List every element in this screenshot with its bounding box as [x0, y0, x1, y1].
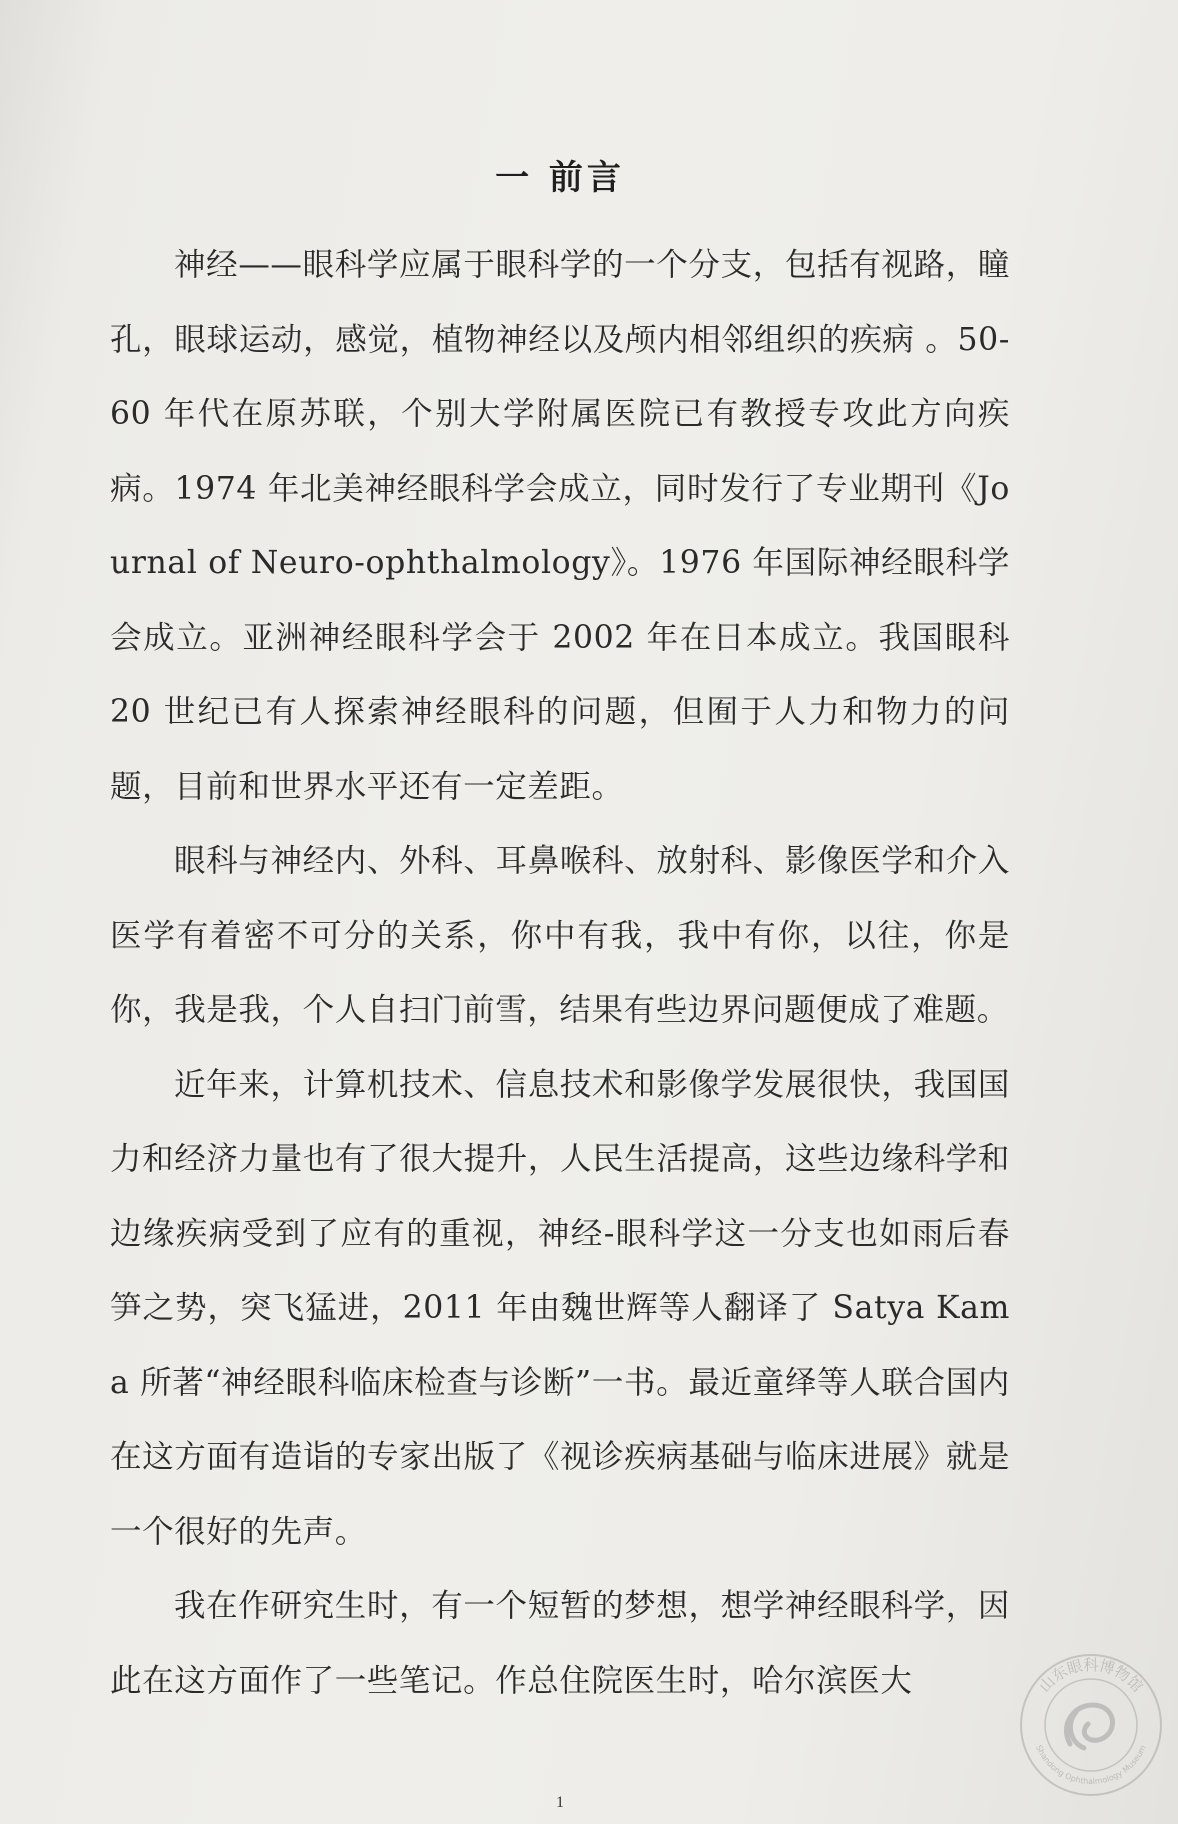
- paragraph-2: 眼科与神经内、外科、耳鼻喉科、放射科、影像医学和介入医学有着密不可分的关系，你中有我，我中有你，以往，你是你，我是我，个人自扫门前雪，结果有些边界问题便成了难题。: [110, 843, 1010, 1028]
- museum-seal-icon: [1018, 1652, 1164, 1798]
- body-text: [110, 228, 1010, 1718]
- watermark-text-en: Shandong Ophthalmology Museum: [1034, 1743, 1148, 1787]
- page-title: 一 前言: [495, 158, 625, 198]
- watermark-text-cn: 山东眼科博物馆: [1035, 1656, 1147, 1696]
- paragraph-3: 近年来，计算机技术、信息技术和影像学发展很快，我国国力和经济力量也有了很大提升，人民生活提高，这些边缘科学和边缘疾病受到了应有的重视，神经-眼科学这一分支也如雨后春笋之势，突飞猛进，2011 年由魏世辉等人翻译了 Satya Kama 所著“神经眼科临床检查与诊断”一书。最近童绎等人联合国内在这方面有造诣的专家出版了《视诊疾病基础与临床进展》就是一个很好的先声。: [110, 1066, 1010, 1550]
- page-number: 1: [556, 1794, 564, 1811]
- paragraph-4: 我在作研究生时，有一个短暂的梦想，想学神经眼科学，因此在这方面作了一些笔记。作总住院医生时，哈尔滨医大: [110, 1588, 1010, 1699]
- watermark-seal-graphic: [1018, 1652, 1164, 1798]
- paragraph-1: 神经——眼科学应属于眼科学的一个分支，包括有视路，瞳孔，眼球运动，感觉，植物神经以及颅内相邻组织的疾病 。50-60 年代在原苏联，个别大学附属医院已有教授专攻此方向疾病。1974 年北美神经眼科学会成立，同时发行了专业期刊《Journal of Neuro-ophthalmology》。1976 年国际神经眼科学会成立。亚洲神经眼科学会于 2002 年在日本成立。我国眼科 20 世纪已有人探索神经眼科的问题，但囿于人力和物力的问题，目前和世界水平还有一定差距。: [110, 247, 1010, 805]
